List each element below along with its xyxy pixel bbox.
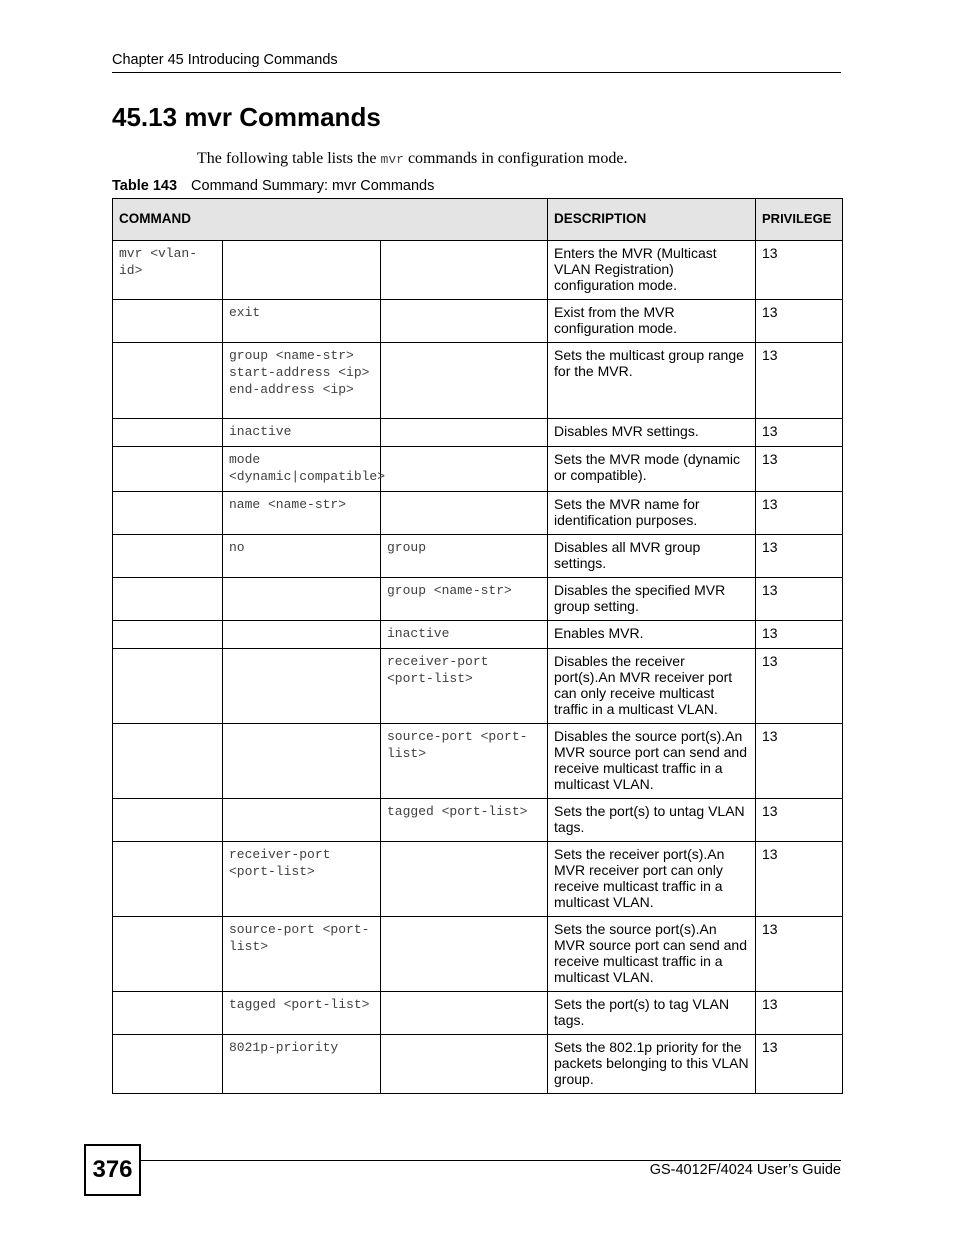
command-level-1-cell — [113, 492, 223, 535]
command-level-3-cell — [381, 917, 548, 992]
command-level-3-cell: tagged <port-list> — [381, 799, 548, 842]
privilege-cell: 13 — [756, 419, 843, 447]
command-level-2-cell — [223, 621, 381, 649]
table-row — [113, 917, 843, 992]
privilege-header: PRIVILEGE — [756, 199, 843, 241]
table-row — [113, 535, 843, 578]
command-level-2-cell — [223, 799, 381, 842]
section-title: 45.13 mvr Commands — [112, 102, 381, 132]
privilege-cell: 13 — [756, 535, 843, 578]
command-level-1-cell — [113, 343, 223, 419]
command-level-1-cell — [113, 578, 223, 621]
command-level-2-cell — [223, 241, 381, 300]
command-level-3-cell — [381, 241, 548, 300]
command-level-2-cell: no — [223, 535, 381, 578]
table-caption-label: Table 143 — [112, 178, 178, 194]
privilege-cell: 13 — [756, 649, 843, 724]
table-row — [113, 578, 843, 621]
description-cell: Disables the receiver port(s).An MVR receiver port can only receive multicast traffic in a multicast VLAN. — [548, 649, 756, 724]
privilege-cell: 13 — [756, 917, 843, 992]
table-row — [113, 621, 843, 649]
command-level-2-cell: mode <dynamic|compatible> — [223, 447, 381, 492]
privilege-cell: 13 — [756, 724, 843, 799]
description-cell: Sets the MVR mode (dynamic or compatible). — [548, 447, 756, 492]
privilege-cell: 13 — [756, 799, 843, 842]
command-level-1-cell — [113, 447, 223, 492]
table-row — [113, 343, 843, 419]
footer-rule — [140, 1160, 841, 1161]
page-number: 376 — [84, 1144, 141, 1196]
command-level-3-cell — [381, 842, 548, 917]
command-level-3-cell: receiver-port <port-list> — [381, 649, 548, 724]
privilege-cell: 13 — [756, 241, 843, 300]
command-level-2-cell: name <name-str> — [223, 492, 381, 535]
privilege-cell: 13 — [756, 842, 843, 917]
command-level-3-cell — [381, 300, 548, 343]
table-row — [113, 724, 843, 799]
privilege-cell: 13 — [756, 300, 843, 343]
table-row — [113, 419, 843, 447]
privilege-cell: 13 — [756, 447, 843, 492]
table-row — [113, 799, 843, 842]
footer-guide-title: GS-4012F/4024 User’s Guide — [649, 1162, 841, 1178]
command-level-2-cell: group <name-str> start-address <ip> end-address <ip> — [223, 343, 381, 419]
description-cell: Sets the port(s) to untag VLAN tags. — [548, 799, 756, 842]
command-level-2-cell: inactive — [223, 419, 381, 447]
table-row — [113, 1035, 843, 1094]
command-level-2-cell: source-port <port-list> — [223, 917, 381, 992]
header-rule — [112, 72, 841, 73]
description-cell: Disables all MVR group settings. — [548, 535, 756, 578]
description-cell: Sets the 802.1p priority for the packets belonging to this VLAN group. — [548, 1035, 756, 1094]
command-level-3-cell — [381, 447, 548, 492]
command-level-2-cell: tagged <port-list> — [223, 992, 381, 1035]
table-row — [113, 842, 843, 917]
command-level-1-cell — [113, 917, 223, 992]
description-header: DESCRIPTION — [548, 199, 756, 241]
command-level-3-cell — [381, 419, 548, 447]
command-level-2-cell: receiver-port <port-list> — [223, 842, 381, 917]
command-level-2-cell: 8021p-priority — [223, 1035, 381, 1094]
command-level-1-cell — [113, 649, 223, 724]
privilege-cell: 13 — [756, 492, 843, 535]
command-level-1-cell — [113, 300, 223, 343]
command-level-3-cell — [381, 492, 548, 535]
table-header-row — [113, 199, 843, 241]
table-caption — [112, 178, 434, 194]
command-level-1-cell — [113, 842, 223, 917]
description-cell: Disables MVR settings. — [548, 419, 756, 447]
command-level-3-cell — [381, 1035, 548, 1094]
table-row — [113, 649, 843, 724]
command-level-3-cell — [381, 343, 548, 419]
privilege-cell: 13 — [756, 621, 843, 649]
command-level-1-cell — [113, 535, 223, 578]
command-level-1-cell — [113, 724, 223, 799]
description-cell: Sets the MVR name for identification purposes. — [548, 492, 756, 535]
intro-text-after: commands in configuration mode. — [403, 150, 628, 167]
command-level-3-cell: group <name-str> — [381, 578, 548, 621]
command-level-2-cell — [223, 649, 381, 724]
description-cell: Sets the multicast group range for the MVR. — [548, 343, 756, 419]
command-level-1-cell — [113, 621, 223, 649]
command-level-2-cell — [223, 578, 381, 621]
command-level-1-cell — [113, 419, 223, 447]
running-header: Chapter 45 Introducing Commands — [112, 52, 338, 68]
command-level-3-cell: group — [381, 535, 548, 578]
description-cell: Sets the source port(s).An MVR source port can send and receive multicast traffic in a multicast VLAN. — [548, 917, 756, 992]
table-row — [113, 992, 843, 1035]
description-cell: Enables MVR. — [548, 621, 756, 649]
command-level-1-cell — [113, 992, 223, 1035]
description-cell: Sets the receiver port(s).An MVR receiver port can only receive multicast traffic in a multicast VLAN. — [548, 842, 756, 917]
command-level-1-cell: mvr <vlan-id> — [113, 241, 223, 300]
table-row — [113, 241, 843, 300]
table-row — [113, 447, 843, 492]
description-cell: Disables the specified MVR group setting. — [548, 578, 756, 621]
intro-code: mvr — [380, 152, 404, 167]
description-cell: Exist from the MVR configuration mode. — [548, 300, 756, 343]
table-body — [113, 241, 843, 1094]
description-cell: Disables the source port(s).An MVR source port can send and receive multicast traffic in a multicast VLAN. — [548, 724, 756, 799]
intro-paragraph — [197, 150, 627, 168]
privilege-cell: 13 — [756, 992, 843, 1035]
command-level-3-cell: source-port <port-list> — [381, 724, 548, 799]
command-level-3-cell — [381, 992, 548, 1035]
command-level-2-cell: exit — [223, 300, 381, 343]
privilege-cell: 13 — [756, 1035, 843, 1094]
command-level-1-cell — [113, 799, 223, 842]
description-cell: Enters the MVR (Multicast VLAN Registration) configuration mode. — [548, 241, 756, 300]
command-header: COMMAND — [113, 199, 548, 241]
command-level-1-cell — [113, 1035, 223, 1094]
command-summary-table — [112, 198, 843, 1094]
description-cell: Sets the port(s) to tag VLAN tags. — [548, 992, 756, 1035]
intro-text-before: The following table lists the — [197, 150, 381, 167]
table-row — [113, 300, 843, 343]
command-level-2-cell — [223, 724, 381, 799]
table-row — [113, 492, 843, 535]
privilege-cell: 13 — [756, 343, 843, 419]
privilege-cell: 13 — [756, 578, 843, 621]
command-level-3-cell: inactive — [381, 621, 548, 649]
table-caption-text: Command Summary: mvr Commands — [191, 178, 435, 194]
